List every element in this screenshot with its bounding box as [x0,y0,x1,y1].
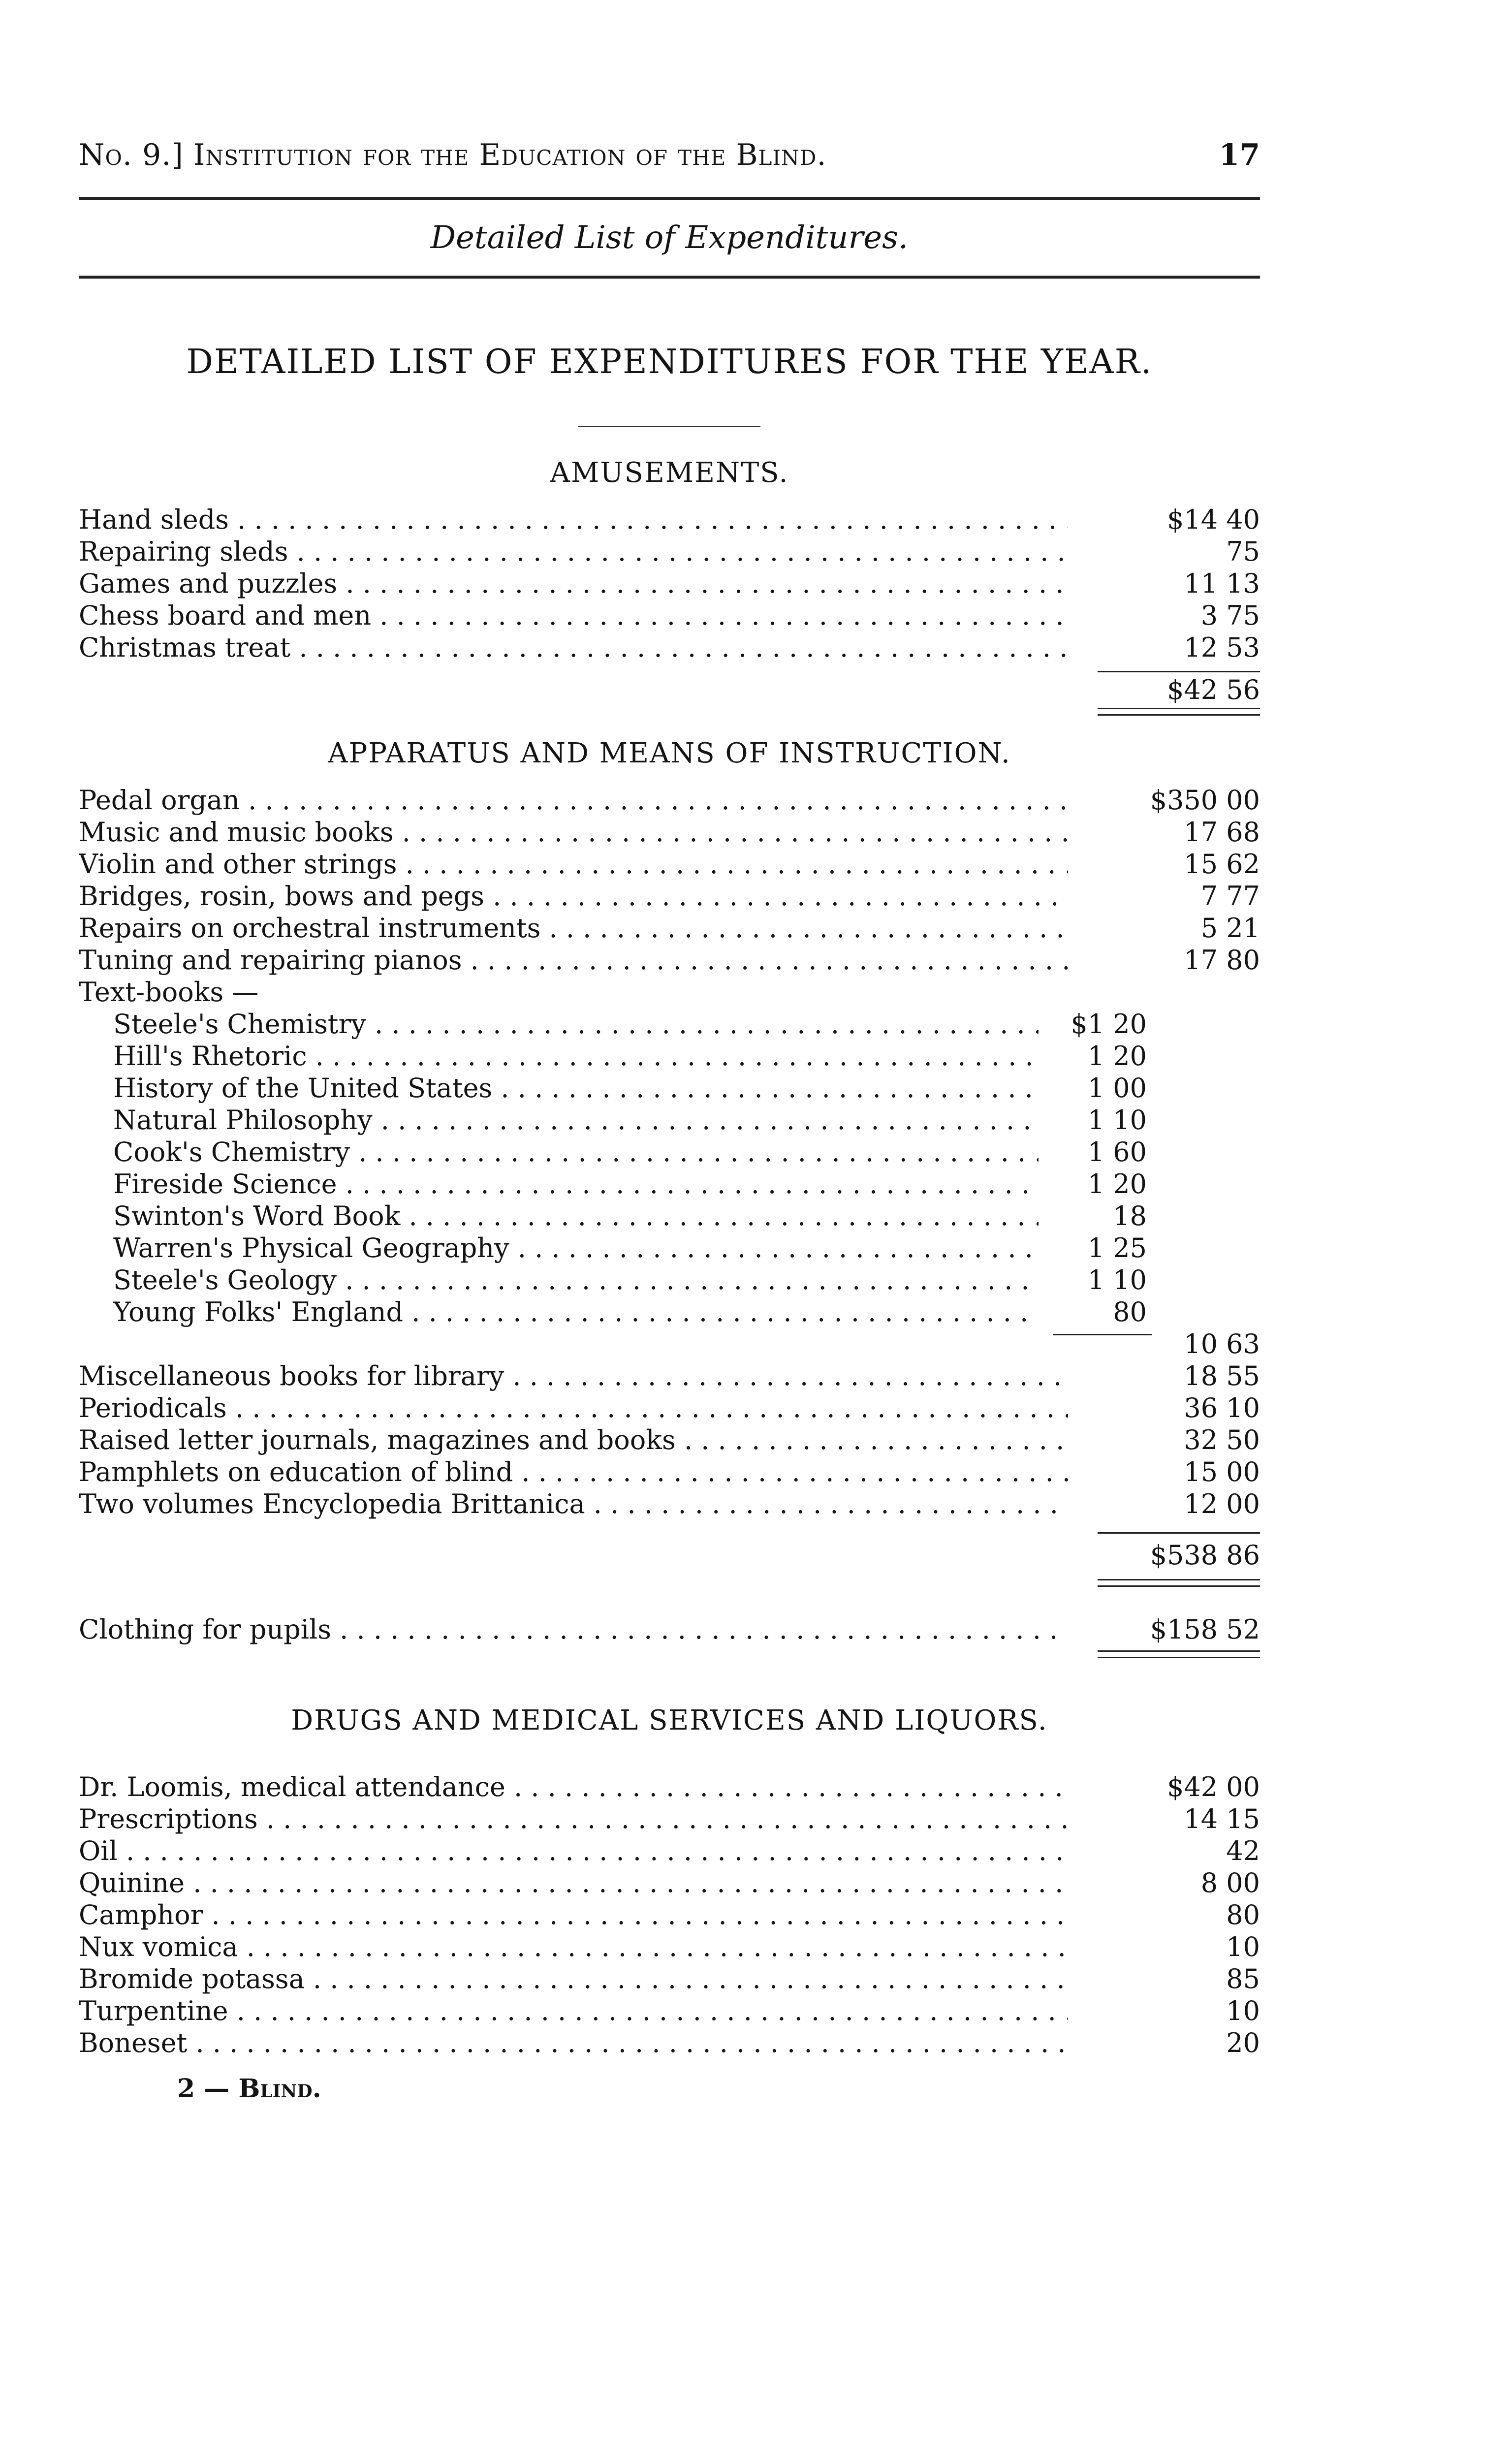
item-label: Fireside Science . . . [113,1168,1039,1200]
item-amount: 85 [1226,1963,1260,1994]
item-amount: 12 53 [1184,632,1260,663]
main-heading: DETAILED LIST OF EXPENDITURES FOR THE YEAR. [186,343,1153,381]
double-rule [1098,708,1260,716]
item-label: Camphor . . . [79,1899,1068,1931]
item-label: Chess board and men . . . [79,599,1068,631]
list-item [79,1136,1260,1168]
item-label: Bridges, rosin, bows and pegs . . . [79,880,1068,912]
item-amount: 11 13 [1184,568,1260,599]
apparatus-total: $538 86 [1150,1540,1260,1571]
item-amount: 36 10 [1184,1392,1260,1423]
spacer [79,1665,1260,1685]
list-item [79,1899,1260,1931]
item-label: Bromide potassa . . . [79,1963,1068,1995]
list-item [79,1200,1260,1232]
list-item [79,1456,1260,1488]
list-item [79,1296,1260,1328]
list-item [79,912,1260,944]
item-label: Music and music books . . . [79,816,1068,848]
item-label: Hill's Rhetoric . . . [113,1040,1039,1072]
list-item [79,504,1260,536]
list-item [79,1264,1260,1296]
heading-divider [578,426,760,427]
item-label: Cook's Chemistry . . . [113,1136,1039,1168]
item-label: Hand sleds . . . [79,504,1068,536]
list-item [79,1931,1260,1963]
double-rule-wrap [79,1574,1260,1594]
item-label: Dr. Loomis, medical attendance . . . [79,1771,1068,1803]
item-amount: 80 [1226,1899,1260,1930]
list-item [79,1771,1260,1803]
item-label: Turpentine . . . [79,1995,1068,2027]
list-item [79,1040,1260,1072]
item-amount: 15 62 [1184,849,1260,880]
item-amount: $350 00 [1150,785,1260,816]
item-amount: 18 55 [1184,1360,1260,1391]
item-amount: 17 80 [1184,945,1260,976]
apparatus-list [79,784,1260,1520]
item-label: Warren's Physical Geography . . . [113,1232,1039,1264]
list-item [79,536,1260,568]
item-label: Games and puzzles . . . [79,568,1068,599]
list-item [79,1360,1260,1392]
item-label: Prescriptions . . . [79,1803,1068,1835]
item-label: Young Folks' England . . . [113,1296,1039,1328]
item-label: Boneset . . . [79,2027,1068,2059]
page-subtitle: Detailed List of Expenditures. [430,220,909,256]
list-item [79,1995,1260,2027]
item-amount: $14 40 [1167,504,1260,535]
item-amount: 20 [1226,2027,1260,2058]
item-amount: 7 77 [1200,881,1260,912]
apparatus-total-row [79,1520,1260,1574]
total-rule [1098,1532,1260,1534]
item-amount: 17 68 [1184,817,1260,848]
item-amount: 42 [1226,1835,1260,1866]
double-rule-wrap [79,708,1260,718]
running-header [79,138,1260,192]
item-label: Swinton's Word Book . . . [113,1200,1039,1232]
section-heading-drugs: DRUGS AND MEDICAL SERVICES AND LIQUORS. [291,1704,1048,1736]
item-amount: 1 10 [1087,1104,1147,1136]
item-label: Oil . . . [79,1835,1068,1867]
clothing-amount: $158 52 [1150,1614,1260,1645]
textbooks-label: Text-books — [79,977,259,1008]
list-item [79,880,1260,912]
item-amount: 32 50 [1184,1424,1260,1455]
list-item [79,1963,1260,1995]
item-label: Quinine . . . [79,1867,1068,1899]
item-label: Tuning and repairing pianos . . . [79,944,1068,976]
section-heading-amusements: AMUSEMENTS. [550,457,789,489]
clothing-row [79,1613,1260,1645]
item-amount: 5 21 [1200,913,1260,944]
item-label: Repairs on orchestral instruments . . . [79,912,1068,944]
list-item [79,1867,1260,1899]
item-label: Steele's Chemistry . . . [113,1008,1039,1040]
item-label: Two volumes Encyclopedia Brittanica . . . [79,1488,1068,1520]
list-item [79,2027,1260,2059]
list-item [79,568,1260,599]
header-rule-bottom [79,276,1260,279]
list-item [79,848,1260,880]
item-label: Repairing sleds . . . [79,536,1068,568]
item-amount: 1 20 [1087,1041,1147,1072]
amusements-list [79,504,1260,663]
item-amount: 1 10 [1087,1264,1147,1295]
item-amount: 1 60 [1087,1136,1147,1167]
list-item [79,1835,1260,1867]
clothing-label: Clothing for pupils . . . [79,1613,1068,1645]
double-rule [1098,1650,1260,1658]
list-item [79,1424,1260,1456]
item-label: Raised letter journals, magazines and books . . . [79,1424,1068,1456]
item-label: Steele's Geology . . . [113,1264,1039,1296]
double-rule [1098,1579,1260,1587]
item-label: Violin and other strings . . . [79,848,1068,880]
item-amount: 15 00 [1184,1456,1260,1487]
list-item [79,784,1260,816]
item-amount: 10 [1226,1995,1260,2026]
running-header-title: No. 9.] Institution for the Education of the Blind. [79,138,827,172]
item-label: Christmas treat . . . [79,631,1068,663]
list-item [79,1008,1260,1040]
item-amount: $42 00 [1167,1771,1260,1802]
item-amount: 3 75 [1200,600,1260,631]
item-amount: 80 [1113,1296,1147,1327]
textbooks-subtotal: 10 63 [1184,1328,1260,1359]
list-item [79,599,1260,631]
list-item [79,1104,1260,1136]
section-heading-apparatus: APPARATUS AND MEANS OF INSTRUCTION. [328,737,1011,769]
item-label: Pedal organ . . . [79,784,1068,816]
list-item [79,816,1260,848]
page-number: 17 [1219,138,1260,172]
list-item [79,1488,1260,1520]
list-item [79,944,1260,976]
item-amount: $1 20 [1071,1009,1147,1040]
total-rule [1098,671,1260,672]
item-amount: 75 [1226,536,1260,567]
item-amount: 18 [1113,1200,1147,1231]
header-rule-top [79,197,1260,200]
item-label: Pamphlets on education of blind . . . [79,1456,1068,1488]
list-item [79,1072,1260,1104]
list-item [79,1392,1260,1424]
spacer [79,1594,1260,1613]
item-amount: 8 00 [1200,1867,1260,1898]
amusements-total: $42 56 [1167,674,1260,705]
item-label: Nux vomica . . . [79,1931,1068,1963]
list-item [79,1168,1260,1200]
item-amount: 12 00 [1184,1488,1260,1519]
document-page [79,138,1260,2104]
amusements-total-row [79,663,1260,708]
list-item [79,1232,1260,1264]
textbooks-subtotal-row [79,1328,1260,1360]
double-rule-wrap [79,1645,1260,1665]
item-label: History of the United States . . . [113,1072,1039,1104]
list-item [79,631,1260,663]
item-label: Natural Philosophy . . . [113,1104,1039,1136]
item-amount: 10 [1226,1931,1260,1962]
item-amount: 14 15 [1184,1803,1260,1834]
spacer [79,1751,1260,1771]
textbooks-heading-row [79,976,1260,1008]
item-label: Miscellaneous books for library . . . [79,1360,1068,1392]
drugs-list [79,1771,1260,2059]
item-amount: 1 25 [1087,1232,1147,1263]
item-amount: 1 20 [1087,1168,1147,1199]
item-label: Periodicals . . . [79,1392,1068,1424]
list-item [79,1803,1260,1835]
item-amount: 1 00 [1087,1073,1147,1104]
signature-mark: 2 — Blind. [177,2074,321,2104]
